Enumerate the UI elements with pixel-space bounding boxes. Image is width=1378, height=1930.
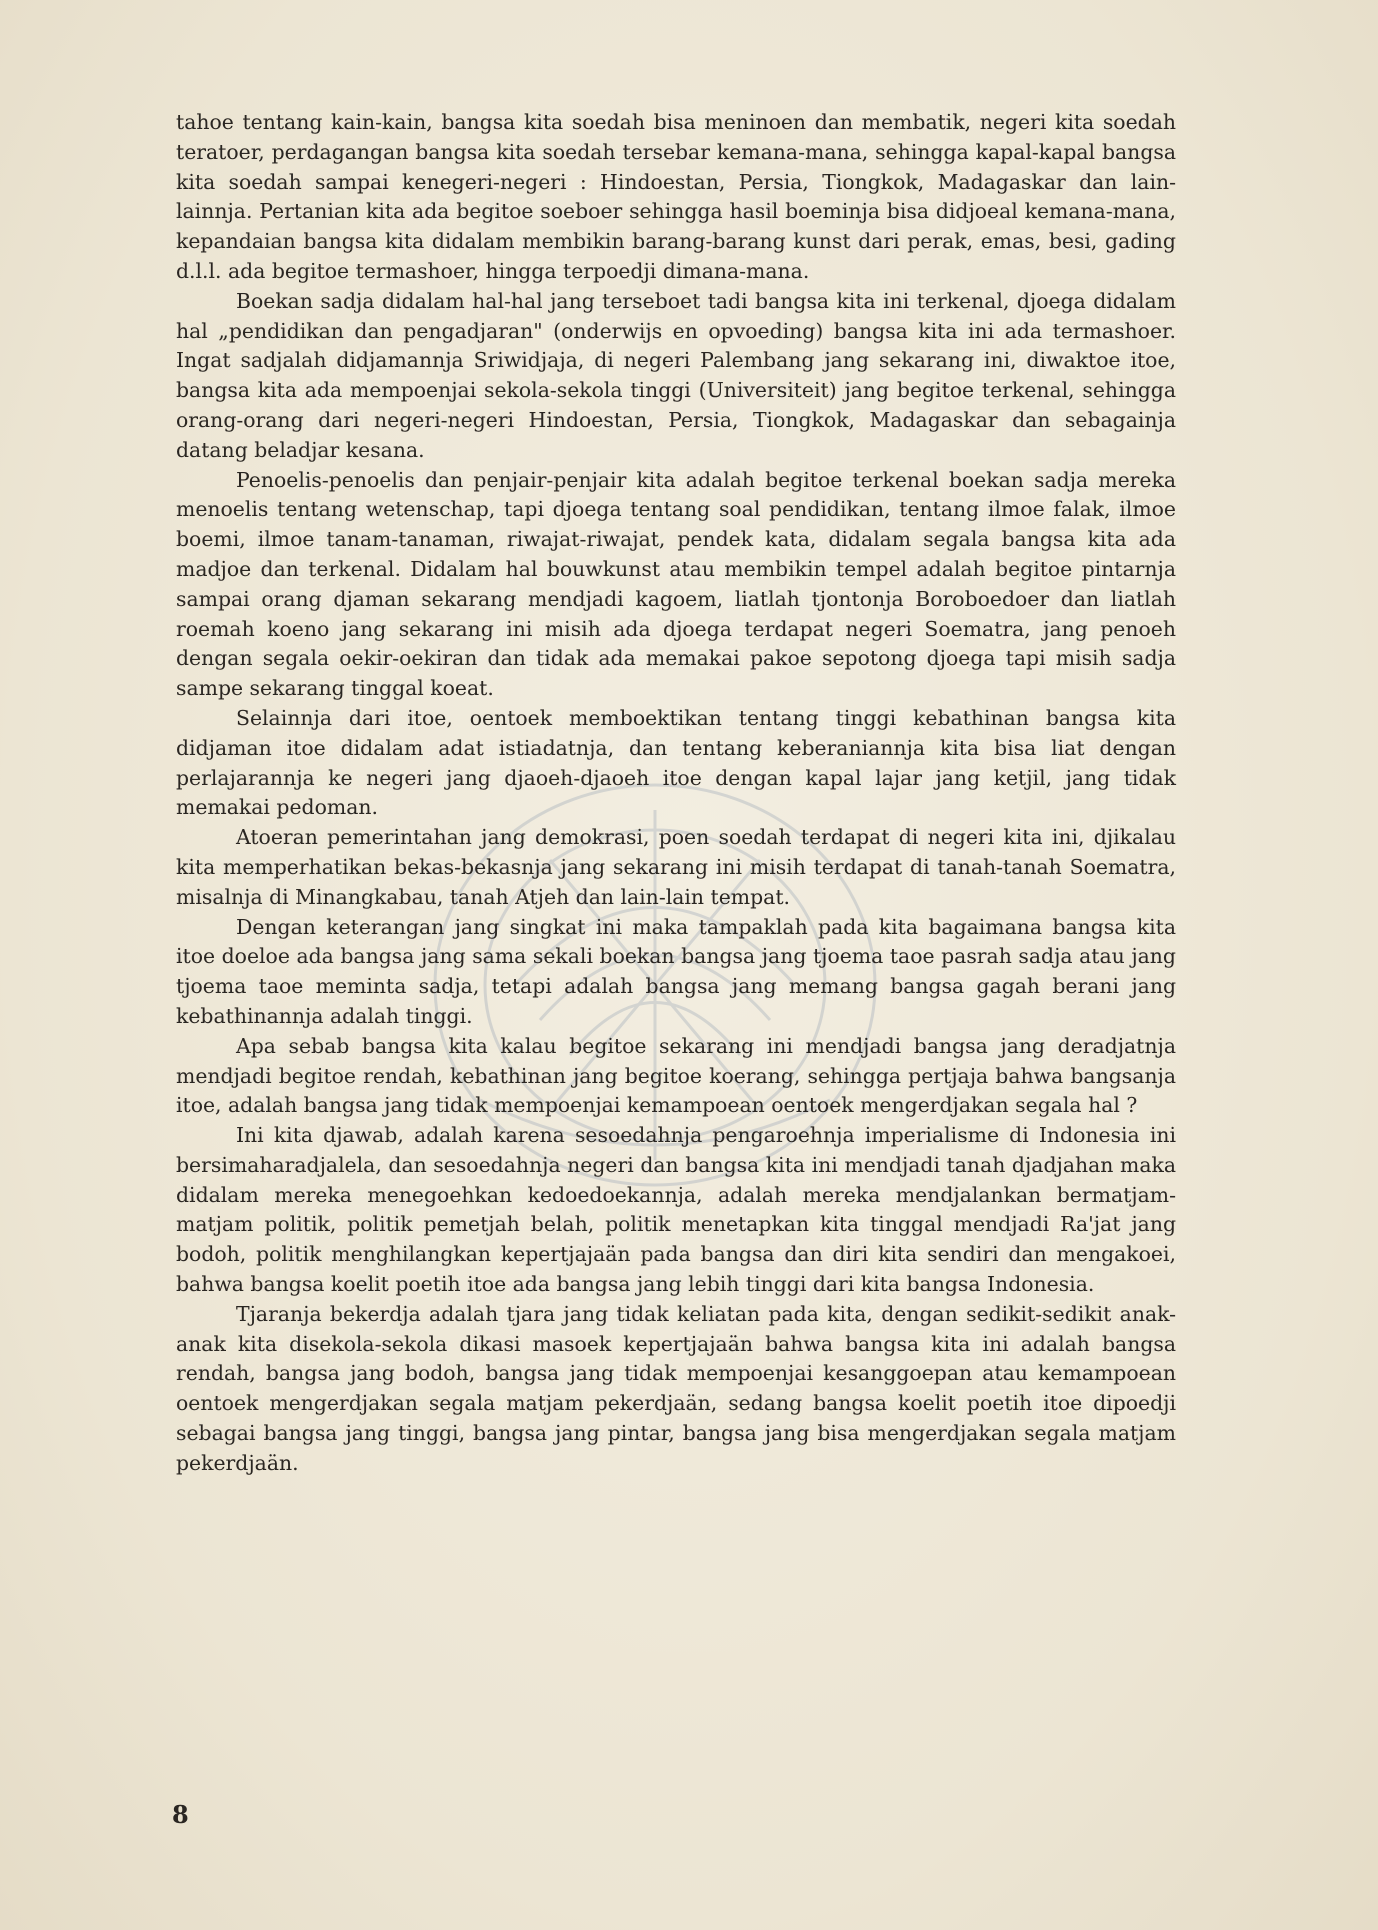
paragraph: Penoelis-penoelis dan penjair-penjair kita adalah begitoe terkenal boekan sadja mereka menoelis tentang wetenschap, tapi djoega tentang soal pendidikan, tentang ilmoe falak, ilmoe boemi, ilmoe tanam-tanaman, riwajat-riwajat, pendek kata, didalam segala bangsa kita ada madjoe dan terkenal. Didalam hal bouwkunst atau membikin tempel adalah begitoe pintarnja sampai orang djaman sekarang mendjadi kagoem, liatlah tjontonja Boroboedoer dan liatlah roemah koeno jang sekarang ini misih ada djoega terdapat negeri Soematra, jang penoeh dengan segala oekir-oekiran dan tidak ada memakai pakoe sepotong djoega tapi misih sadja sampe sekarang tinggal koeat. — [176, 467, 1176, 701]
paragraph: Tjaranja bekerdja adalah tjara jang tidak keliatan pada kita, dengan sedikit-sedikit anak-anak kita disekola-sekola dikasi masoek kepertjajaän bahwa bangsa kita ini adalah bangsa rendah, bangsa jang bodoh, bangsa jang tidak mempoenjai kesanggoepan atau kemampoean oentoek mengerdjakan segala matjam pekerdjaän, sedang bangsa koelit poetih itoe dipoedji sebagai bangsa jang tinggi, bangsa jang pintar, bangsa jang bisa mengerdjakan segala matjam pekerdjaän. — [176, 1301, 1176, 1475]
body-text — [176, 108, 1176, 1479]
paragraph: Dengan keterangan jang singkat ini maka tampaklah pada kita bagaimana bangsa kita itoe doeloe ada bangsa jang sama sekali boekan bangsa jang tjoema taoe pasrah sadja atau jang tjoema taoe meminta sadja, tetapi adalah bangsa jang memang bangsa gagah berani jang kebathinannja adalah tinggi. — [176, 914, 1176, 1028]
paragraph: Ini kita djawab, adalah karena sesoedahnja pengaroehnja imperialisme di Indonesia ini bersimaharadjalela, dan sesoedahnja negeri dan bangsa kita ini mendjadi tanah djadjahan maka didalam mereka menegoehkan kedoedoekannja, adalah mereka mendjalankan bermatjam-matjam politik, politik pemetjah belah, politik menetapkan kita tinggal mendjadi Ra'jat jang bodoh, politik menghilangkan kepertjajaän pada bangsa dan diri kita sendiri dan mengakoei, bahwa bangsa koelit poetih itoe ada bangsa jang lebih tinggi dari kita bangsa Indonesia. — [176, 1123, 1176, 1297]
paragraph: Apa sebab bangsa kita kalau begitoe sekarang ini mendjadi bangsa jang deradjatnja mendjadi begitoe rendah, kebathinan jang begitoe koerang, sehingga pertjaja bahwa bangsanja itoe, adalah bangsa jang tidak mempoenjai kemampoean oentoek mengerdjakan segala hal ? — [176, 1033, 1176, 1118]
paragraph: tahoe tentang kain-kain, bangsa kita soedah bisa meninoen dan membatik, negeri kita soedah teratoer, perdagangan bangsa kita soedah tersebar kemana-mana, sehingga kapal-kapal bangsa kita soedah sampai kenegeri-negeri : Hindoestan, Persia, Tiongkok, Madagaskar dan lain-lainnja. Pertanian kita ada begitoe soeboer sehingga hasil boeminja bisa didjoeal kemana-mana, kepandaian bangsa kita didalam membikin barang-barang kunst dari perak, emas, besi, gading d.l.l. ada begitoe termashoer, hingga terpoedji dimana-mana. — [176, 110, 1176, 283]
paragraph: Boekan sadja didalam hal-hal jang terseboet tadi bangsa kita ini terkenal, djoega didalam hal „pendidikan dan pengadjaran" (onderwijs en opvoeding) bangsa kita ini ada termashoer. Ingat sadjalah didjamannja Sriwidjaja, di negeri Palembang jang sekarang ini, diwaktoe itoe, bangsa kita ada mempoenjai sekola-sekola tinggi (Universiteit) jang begitoe terkenal, sehingga orang-orang dari negeri-negeri Hindoestan, Persia, Tiongkok, Madagaskar dan sebagainja datang beladjar kesana. — [176, 288, 1176, 462]
paragraph: Selainnja dari itoe, oentoek memboektikan tentang tinggi kebathinan bangsa kita didjaman itoe didalam adat istiadatnja, dan tentang keberaniannja kita bisa liat dengan perlajarannja ke negeri jang djaoeh-djaoeh itoe dengan kapal lajar jang ketjil, jang tidak memakai pedoman. — [176, 705, 1176, 820]
paragraph: Atoeran pemerintahan jang demokrasi, poen soedah terdapat di negeri kita ini, djikalau kita memperhatikan bekas-bekasnja jang sekarang ini misih terdapat di tanah-tanah Soematra, misalnja di Minangkabau, tanah Atjeh dan lain-lain tempat. — [176, 825, 1176, 909]
page-number: 8 — [172, 1800, 189, 1829]
